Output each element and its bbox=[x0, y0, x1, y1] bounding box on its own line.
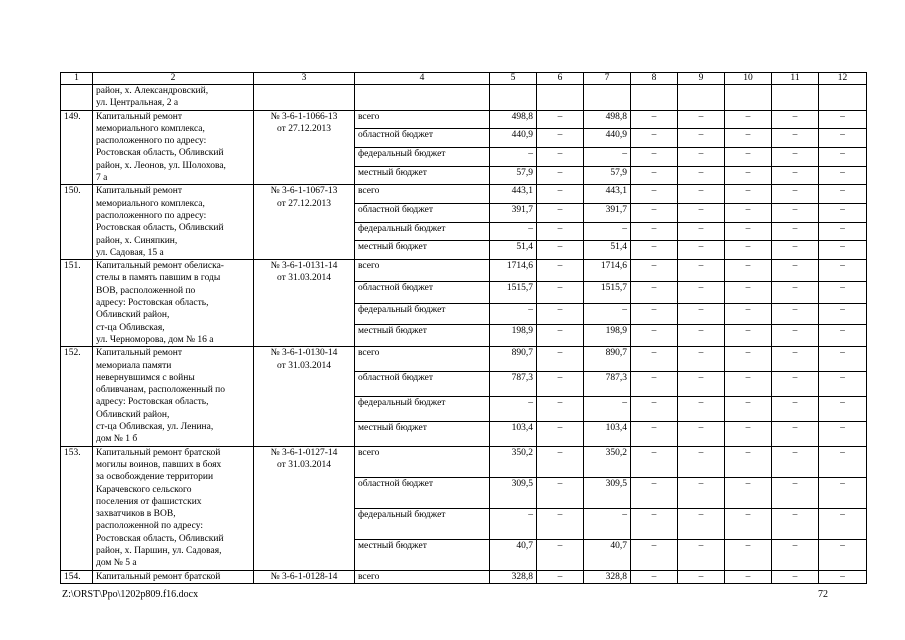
value-cell-col9: – bbox=[678, 185, 725, 204]
column-header-8: 8 bbox=[631, 73, 678, 85]
value-cell-col5: – bbox=[490, 508, 537, 539]
value-cell-col8: – bbox=[631, 222, 678, 241]
value-cell-col6: – bbox=[537, 241, 584, 260]
funding-source: всего bbox=[355, 347, 490, 372]
value-cell-col5: 309,5 bbox=[490, 477, 537, 508]
value-cell-col7: 1714,6 bbox=[584, 260, 631, 282]
value-cell-col10: – bbox=[725, 446, 772, 477]
column-header-11: 11 bbox=[772, 73, 819, 85]
value-cell-col6: – bbox=[537, 570, 584, 583]
expertise-document: № 3-6-1-0128-14 bbox=[254, 570, 355, 583]
table-row bbox=[61, 260, 867, 282]
value-cell-col6: – bbox=[537, 508, 584, 539]
value-cell-col5: 391,7 bbox=[490, 204, 537, 223]
value-cell-col8: – bbox=[631, 147, 678, 166]
table-row bbox=[61, 446, 867, 477]
funding-source: областной бюджет bbox=[355, 477, 490, 508]
row-number: 149. bbox=[61, 110, 93, 185]
value-cell-col10: – bbox=[725, 166, 772, 185]
value-cell-col8: – bbox=[631, 185, 678, 204]
funding-source: всего bbox=[355, 260, 490, 282]
value-cell-col7: 309,5 bbox=[584, 477, 631, 508]
expertise-document: № 3-6-1-0131-14 от 31.03.2014 bbox=[254, 260, 355, 347]
row-number: 154. bbox=[61, 570, 93, 583]
value-cell-col7: 57,9 bbox=[584, 166, 631, 185]
value-cell-col12: – bbox=[819, 260, 867, 282]
row-number: 153. bbox=[61, 446, 93, 570]
continuation-row bbox=[61, 85, 867, 111]
footer-page-number: 72 bbox=[818, 589, 828, 600]
funding-source: областной бюджет bbox=[355, 281, 490, 303]
row-number: 150. bbox=[61, 185, 93, 260]
value-cell-col7: 328,8 bbox=[584, 570, 631, 583]
value-cell-col11: – bbox=[772, 260, 819, 282]
value-cell-col9: – bbox=[678, 281, 725, 303]
funding-source: всего bbox=[355, 446, 490, 477]
value-cell-col12: – bbox=[819, 396, 867, 421]
funding-source: всего bbox=[355, 110, 490, 129]
funding-source: областной бюджет bbox=[355, 372, 490, 397]
value-cell-col10: – bbox=[725, 508, 772, 539]
value-cell-col12: – bbox=[819, 281, 867, 303]
value-cell-col5: 787,3 bbox=[490, 372, 537, 397]
value-cell-col8: – bbox=[631, 396, 678, 421]
value-cell-col10: – bbox=[725, 539, 772, 570]
value-cell-col12: – bbox=[819, 110, 867, 129]
value-cell-col8: – bbox=[631, 539, 678, 570]
value-cell-col7: 40,7 bbox=[584, 539, 631, 570]
object-description: Капитальный ремонт мемориального комплекса, расположенного по адресу: Ростовская область, Обливский район, х. Синяпкин, ул. Садовая, 15 а bbox=[93, 185, 254, 260]
value-cell-col5: 40,7 bbox=[490, 539, 537, 570]
value-cell-col7: – bbox=[584, 222, 631, 241]
table-row bbox=[61, 185, 867, 204]
value-cell-col6: – bbox=[537, 421, 584, 446]
value-cell-col9: – bbox=[678, 477, 725, 508]
value-cell-col7: 440,9 bbox=[584, 129, 631, 148]
funding-source: федеральный бюджет bbox=[355, 508, 490, 539]
object-description: Капитальный ремонт обелиска- стелы в память павшим в годы ВОВ, расположенной по адресу: Ростовская область, Обливский район, ст-ца Обливская, ул. Черноморова, дом № 16 а bbox=[93, 260, 254, 347]
value-cell-col7: 391,7 bbox=[584, 204, 631, 223]
value-cell-col10: – bbox=[725, 570, 772, 583]
value-cell-col11: – bbox=[772, 185, 819, 204]
value-cell-col10: – bbox=[725, 222, 772, 241]
value-cell-col12: – bbox=[819, 347, 867, 372]
table-row bbox=[61, 347, 867, 372]
value-cell-col8: – bbox=[631, 446, 678, 477]
table-row bbox=[61, 570, 867, 583]
value-cell-col10: – bbox=[725, 303, 772, 325]
value-cell-col11: – bbox=[772, 570, 819, 583]
value-cell-col9: – bbox=[678, 325, 725, 347]
value-cell-col10: – bbox=[725, 477, 772, 508]
value-cell-col9: – bbox=[678, 508, 725, 539]
table-header bbox=[61, 73, 867, 85]
funding-source: федеральный бюджет bbox=[355, 147, 490, 166]
value-cell-col6: – bbox=[537, 129, 584, 148]
value-cell-col8: – bbox=[631, 241, 678, 260]
value-cell-col10: – bbox=[725, 204, 772, 223]
value-cell-col8: – bbox=[631, 570, 678, 583]
value-cell-col7: 787,3 bbox=[584, 372, 631, 397]
object-description: Капитальный ремонт братской могилы воинов, павших в боях за освобождение территории Карачевского сельского поселения от фашистских захватчиков в ВОВ, расположенной по адресу: Ростовская область, Обливский район, х. Паршин, ул. Садовая, дом № 5 а bbox=[93, 446, 254, 570]
value-cell-col5: 440,9 bbox=[490, 129, 537, 148]
value-cell-col6: – bbox=[537, 147, 584, 166]
value-cell-col9: – bbox=[678, 241, 725, 260]
value-cell-col7: – bbox=[584, 147, 631, 166]
continuation-num bbox=[61, 85, 93, 111]
value-cell-col12: – bbox=[819, 222, 867, 241]
value-cell-col11: – bbox=[772, 396, 819, 421]
column-header-1: 1 bbox=[61, 73, 93, 85]
value-cell-col7: 103,4 bbox=[584, 421, 631, 446]
value-cell-col7: – bbox=[584, 303, 631, 325]
value-cell-col6: – bbox=[537, 222, 584, 241]
value-cell-col12: – bbox=[819, 185, 867, 204]
funding-source: федеральный бюджет bbox=[355, 396, 490, 421]
value-cell-col8: – bbox=[631, 281, 678, 303]
value-cell-col10: – bbox=[725, 129, 772, 148]
value-cell-col12: – bbox=[819, 129, 867, 148]
value-cell-col12: – bbox=[819, 166, 867, 185]
value-cell-col10: – bbox=[725, 260, 772, 282]
value-cell-col12: – bbox=[819, 303, 867, 325]
value-cell-col9: – bbox=[678, 222, 725, 241]
value-cell-col9: – bbox=[678, 570, 725, 583]
header-row bbox=[61, 73, 867, 85]
value-cell-col9: – bbox=[678, 347, 725, 372]
value-cell-col7: 443,1 bbox=[584, 185, 631, 204]
value-cell-col10: – bbox=[725, 241, 772, 260]
value-cell-col10: – bbox=[725, 325, 772, 347]
value-cell-col5: 57,9 bbox=[490, 166, 537, 185]
funding-source: областной бюджет bbox=[355, 129, 490, 148]
value-cell-col7: – bbox=[584, 396, 631, 421]
column-header-3: 3 bbox=[254, 73, 355, 85]
value-cell-col5: 350,2 bbox=[490, 446, 537, 477]
value-cell-col10: – bbox=[725, 147, 772, 166]
value-cell-col9: – bbox=[678, 539, 725, 570]
value-cell-col7: 498,8 bbox=[584, 110, 631, 129]
value-cell-col6: – bbox=[537, 325, 584, 347]
value-cell-col11: – bbox=[772, 446, 819, 477]
value-cell-col10: – bbox=[725, 372, 772, 397]
value-cell-col11: – bbox=[772, 204, 819, 223]
value-cell-col8: – bbox=[631, 260, 678, 282]
value-cell-col11: – bbox=[772, 110, 819, 129]
column-header-5: 5 bbox=[490, 73, 537, 85]
value-cell-col12: – bbox=[819, 508, 867, 539]
funding-source: местный бюджет bbox=[355, 166, 490, 185]
footer-file-path: Z:\ORST\Ppo\1202p809.f16.docx bbox=[62, 589, 199, 600]
value-cell-col12: – bbox=[819, 147, 867, 166]
value-cell-col6: – bbox=[537, 347, 584, 372]
value-cell-col9: – bbox=[678, 421, 725, 446]
column-header-10: 10 bbox=[725, 73, 772, 85]
value-cell-col10: – bbox=[725, 185, 772, 204]
value-cell-col7: 890,7 bbox=[584, 347, 631, 372]
row-number: 152. bbox=[61, 347, 93, 446]
value-cell-col11: – bbox=[772, 372, 819, 397]
funding-source: местный бюджет bbox=[355, 421, 490, 446]
value-cell-col8: – bbox=[631, 347, 678, 372]
value-cell-col6: – bbox=[537, 110, 584, 129]
value-cell-col7: – bbox=[584, 508, 631, 539]
value-cell-col11: – bbox=[772, 325, 819, 347]
funding-source: местный бюджет bbox=[355, 241, 490, 260]
value-cell-col5: – bbox=[490, 303, 537, 325]
value-cell-col8: – bbox=[631, 325, 678, 347]
value-cell-col8: – bbox=[631, 477, 678, 508]
value-cell-col5: – bbox=[490, 396, 537, 421]
value-cell-col7: 350,2 bbox=[584, 446, 631, 477]
value-cell-col5: 890,7 bbox=[490, 347, 537, 372]
value-cell-col12: – bbox=[819, 372, 867, 397]
expertise-document: № 3-6-1-1067-13 от 27.12.2013 bbox=[254, 185, 355, 260]
value-cell-col5: 1714,6 bbox=[490, 260, 537, 282]
value-cell-col12: – bbox=[819, 539, 867, 570]
value-cell-col9: – bbox=[678, 129, 725, 148]
value-cell-col6: – bbox=[537, 204, 584, 223]
value-cell-col11: – bbox=[772, 129, 819, 148]
value-cell-col8: – bbox=[631, 166, 678, 185]
column-header-4: 4 bbox=[355, 73, 490, 85]
value-cell-col5: 51,4 bbox=[490, 241, 537, 260]
value-cell-col6: – bbox=[537, 446, 584, 477]
value-cell-col5: – bbox=[490, 222, 537, 241]
value-cell-col12: – bbox=[819, 421, 867, 446]
value-cell-col9: – bbox=[678, 110, 725, 129]
value-cell-col11: – bbox=[772, 421, 819, 446]
value-cell-col8: – bbox=[631, 204, 678, 223]
column-header-6: 6 bbox=[537, 73, 584, 85]
table-body bbox=[61, 85, 867, 584]
funding-source: всего bbox=[355, 570, 490, 583]
value-cell-col11: – bbox=[772, 303, 819, 325]
value-cell-col12: – bbox=[819, 204, 867, 223]
value-cell-col11: – bbox=[772, 166, 819, 185]
value-cell-col9: – bbox=[678, 260, 725, 282]
value-cell-col8: – bbox=[631, 303, 678, 325]
object-description: Капитальный ремонт мемориала памяти невернувшимся с войны обливчанам, расположенный по адресу: Ростовская область, Обливский район, ст-ца Обливская, ул. Ленина, дом № 1 б bbox=[93, 347, 254, 446]
value-cell-col9: – bbox=[678, 166, 725, 185]
value-cell-col6: – bbox=[537, 281, 584, 303]
value-cell-col11: – bbox=[772, 539, 819, 570]
expertise-document: № 3-6-1-0127-14 от 31.03.2014 bbox=[254, 446, 355, 570]
value-cell-col11: – bbox=[772, 281, 819, 303]
value-cell-col6: – bbox=[537, 372, 584, 397]
column-header-2: 2 bbox=[93, 73, 254, 85]
object-description: Капитальный ремонт братской bbox=[93, 570, 254, 583]
funding-source: местный бюджет bbox=[355, 325, 490, 347]
column-header-12: 12 bbox=[819, 73, 867, 85]
value-cell-col12: – bbox=[819, 570, 867, 583]
value-cell-col8: – bbox=[631, 421, 678, 446]
funding-source: областной бюджет bbox=[355, 204, 490, 223]
value-cell-col9: – bbox=[678, 303, 725, 325]
value-cell-col10: – bbox=[725, 396, 772, 421]
value-cell-col6: – bbox=[537, 260, 584, 282]
value-cell-col5: 498,8 bbox=[490, 110, 537, 129]
funding-source: всего bbox=[355, 185, 490, 204]
value-cell-col11: – bbox=[772, 477, 819, 508]
value-cell-col7: 1515,7 bbox=[584, 281, 631, 303]
value-cell-col9: – bbox=[678, 446, 725, 477]
value-cell-col5: – bbox=[490, 147, 537, 166]
value-cell-col10: – bbox=[725, 347, 772, 372]
column-header-9: 9 bbox=[678, 73, 725, 85]
value-cell-col7: 51,4 bbox=[584, 241, 631, 260]
value-cell-col6: – bbox=[537, 185, 584, 204]
table-row bbox=[61, 110, 867, 129]
column-header-7: 7 bbox=[584, 73, 631, 85]
value-cell-col11: – bbox=[772, 147, 819, 166]
value-cell-col9: – bbox=[678, 147, 725, 166]
value-cell-col11: – bbox=[772, 347, 819, 372]
continuation-object: район, х. Александровский, ул. Центральная, 2 а bbox=[93, 85, 254, 111]
budget-table bbox=[60, 72, 867, 584]
funding-source: федеральный бюджет bbox=[355, 222, 490, 241]
value-cell-col5: 198,9 bbox=[490, 325, 537, 347]
value-cell-col8: – bbox=[631, 508, 678, 539]
value-cell-col10: – bbox=[725, 110, 772, 129]
value-cell-col9: – bbox=[678, 204, 725, 223]
value-cell-col12: – bbox=[819, 241, 867, 260]
expertise-document: № 3-6-1-1066-13 от 27.12.2013 bbox=[254, 110, 355, 185]
value-cell-col12: – bbox=[819, 477, 867, 508]
value-cell-col5: 1515,7 bbox=[490, 281, 537, 303]
value-cell-col7: 198,9 bbox=[584, 325, 631, 347]
value-cell-col5: 328,8 bbox=[490, 570, 537, 583]
value-cell-col9: – bbox=[678, 372, 725, 397]
value-cell-col5: 103,4 bbox=[490, 421, 537, 446]
value-cell-col8: – bbox=[631, 110, 678, 129]
row-number: 151. bbox=[61, 260, 93, 347]
value-cell-col10: – bbox=[725, 281, 772, 303]
value-cell-col9: – bbox=[678, 396, 725, 421]
value-cell-col6: – bbox=[537, 396, 584, 421]
funding-source: местный бюджет bbox=[355, 539, 490, 570]
value-cell-col11: – bbox=[772, 241, 819, 260]
value-cell-col8: – bbox=[631, 129, 678, 148]
value-cell-col5: 443,1 bbox=[490, 185, 537, 204]
object-description: Капитальный ремонт мемориального комплекса, расположенного по адресу: Ростовская область, Обливский район, х. Леонов, ул. Шолохова, 7 а bbox=[93, 110, 254, 185]
value-cell-col12: – bbox=[819, 446, 867, 477]
value-cell-col6: – bbox=[537, 166, 584, 185]
value-cell-col6: – bbox=[537, 539, 584, 570]
value-cell-col11: – bbox=[772, 508, 819, 539]
funding-source: федеральный бюджет bbox=[355, 303, 490, 325]
value-cell-col6: – bbox=[537, 477, 584, 508]
value-cell-col12: – bbox=[819, 325, 867, 347]
expertise-document: № 3-6-1-0130-14 от 31.03.2014 bbox=[254, 347, 355, 446]
value-cell-col10: – bbox=[725, 421, 772, 446]
value-cell-col6: – bbox=[537, 303, 584, 325]
value-cell-col8: – bbox=[631, 372, 678, 397]
value-cell-col11: – bbox=[772, 222, 819, 241]
